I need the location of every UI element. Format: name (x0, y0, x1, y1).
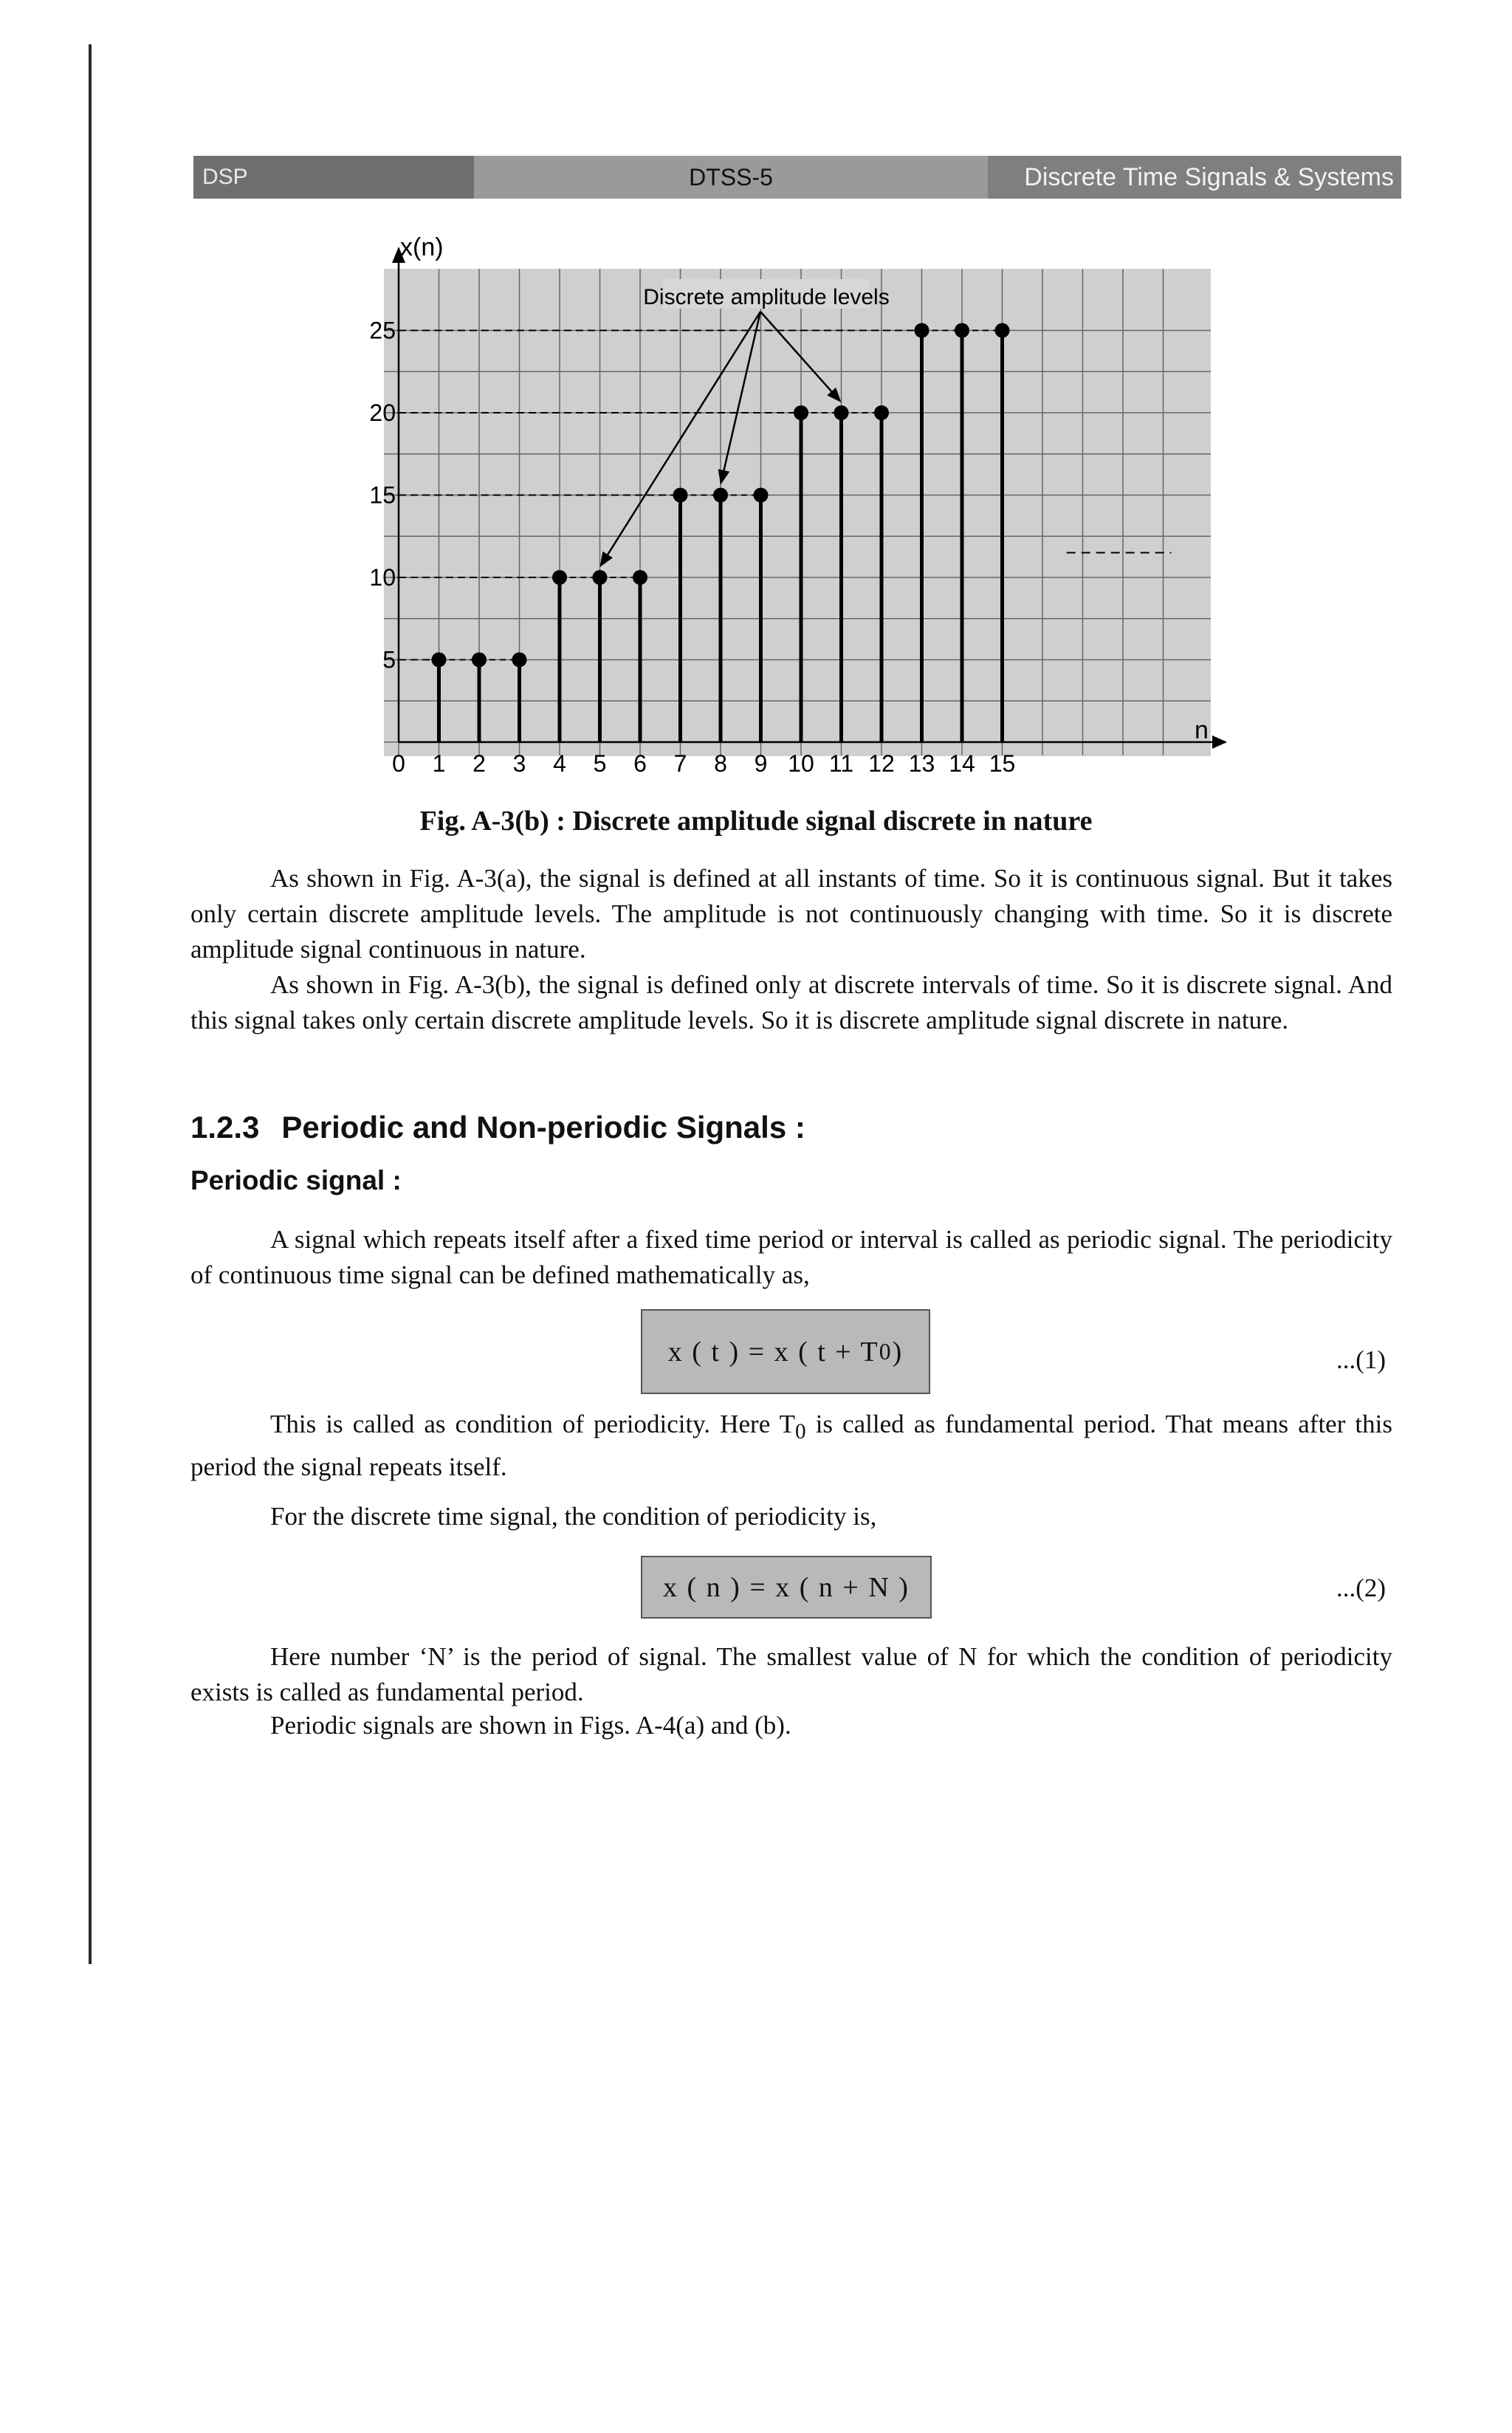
paragraph-2: As shown in Fig. A-3(b), the signal is defined only at discrete intervals of time. So it is discrete signal. And this signal takes only certain discrete amplitude levels. So it is discrete amplitude signal discrete in nature. (190, 970, 1392, 1034)
paragraph-6: Here number ‘N’ is the period of signal. The smallest value of N for which the condition of periodicity exists is called as fundamental period. (190, 1642, 1392, 1706)
paragraph-5: For the discrete time signal, the condition of periodicity is, (270, 1502, 877, 1531)
stem-chart (347, 222, 1292, 797)
x-tick-label: 9 (754, 750, 768, 777)
x-tick-label: 1 (432, 750, 446, 777)
x-tick-label: 15 (989, 750, 1016, 777)
x-tick-label: 12 (868, 750, 895, 777)
subsection-heading: Periodic signal : (190, 1165, 402, 1195)
paragraph-1: As shown in Fig. A-3(a), the signal is defined at all instants of time. So it is continuous signal. But it takes only certain discrete amplitude levels. The amplitude is not continuously changing with time. So it is discrete amplitude signal continuous in nature. (190, 864, 1392, 964)
x-tick-label: 14 (949, 750, 975, 777)
x-tick-label: 10 (788, 750, 814, 777)
header-page-code: DTSS-5 (689, 163, 773, 191)
equation-1-subscript: 0 (879, 1338, 893, 1365)
paragraph-4 (190, 1407, 1392, 1485)
y-tick-label: 5 (382, 646, 396, 673)
header-chapter-title: Discrete Time Signals & Systems (988, 156, 1401, 199)
left-margin-rule (89, 44, 92, 1964)
figure-caption: Fig. A-3(b) : Discrete amplitude signal discrete in nature (419, 806, 1093, 837)
annotation-label: Discrete amplitude levels (643, 285, 890, 309)
section-title: Periodic and Non-periodic Signals : (281, 1110, 805, 1145)
equation-1-rhs: ) (892, 1336, 904, 1368)
x-tick-label: 8 (714, 750, 727, 777)
x-tick-label: 3 (512, 750, 526, 777)
paragraph-4-end: is called as fundamental period. That means after this period the signal repeats itself. (190, 1410, 1392, 1481)
paragraph-4-start: This is called as condition of periodicity. Here T (270, 1410, 796, 1438)
section-number: 1.2.3 (190, 1110, 260, 1145)
y-tick-label: 15 (369, 481, 396, 509)
x-tick-label: 4 (553, 750, 566, 777)
equation-1-number: ...(1) (1336, 1345, 1386, 1374)
header-left-label: DSP (193, 156, 474, 199)
y-tick-label: 20 (369, 399, 396, 426)
x-tick-label: 11 (828, 750, 854, 777)
x-tick-label: 2 (472, 750, 486, 777)
equation-2-number: ...(2) (1336, 1574, 1386, 1602)
page-header (193, 156, 1401, 199)
x-axis-label: n (1195, 716, 1209, 744)
section-heading (190, 1110, 805, 1145)
x-tick-label: 7 (673, 750, 687, 777)
paragraph-7: Periodic signals are shown in Figs. A-4(a) and (b). (270, 1711, 791, 1740)
x-tick-label: 0 (392, 750, 405, 777)
plot-background (384, 269, 1211, 756)
y-axis-label: x(n) (400, 233, 444, 261)
x-tick-label: 6 (633, 750, 647, 777)
equation-1-lhs: x ( t ) = x ( t + T (667, 1336, 879, 1368)
paragraph-3: A signal which repeats itself after a fixed time period or interval is called as periodic signal. The periodicity of continuous time signal can be defined mathematically as, (190, 1225, 1392, 1289)
y-tick-label: 10 (369, 564, 396, 591)
y-tick-label: 25 (369, 317, 396, 344)
equation-1-box (641, 1309, 930, 1394)
paragraph-4-subscript: 0 (795, 1420, 806, 1444)
equation-2-box: x ( n ) = x ( n + N ) (641, 1556, 932, 1619)
x-tick-label: 5 (593, 750, 607, 777)
x-tick-label: 13 (908, 750, 935, 777)
x-axis-arrow (1212, 735, 1227, 749)
